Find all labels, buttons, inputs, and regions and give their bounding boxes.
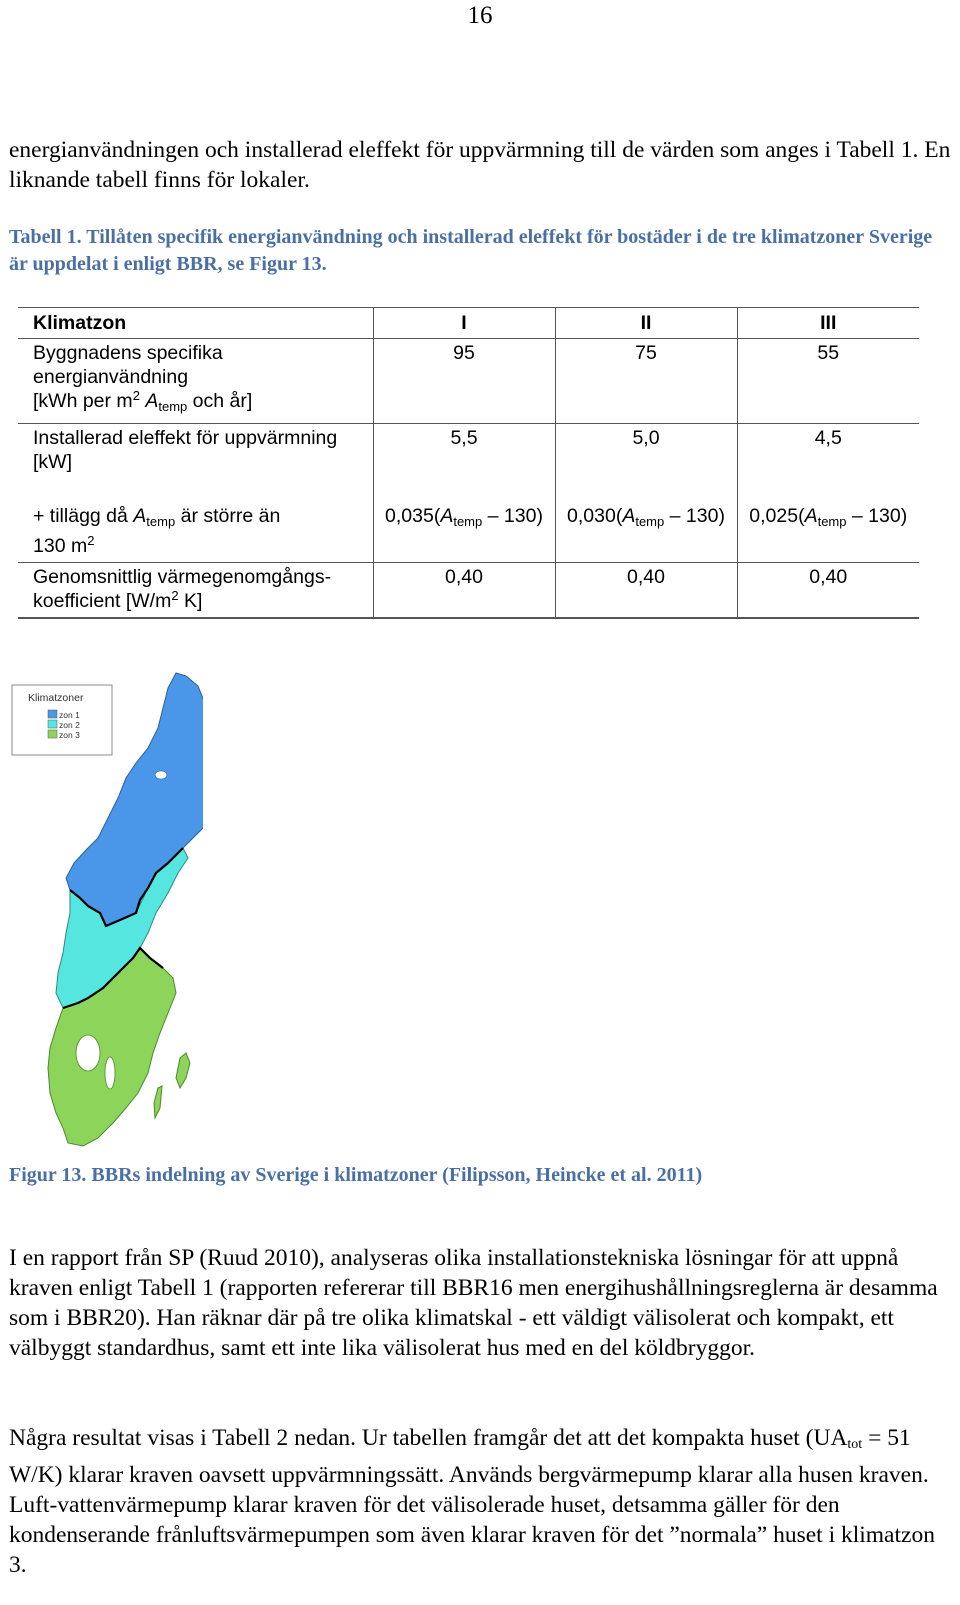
legend-label-zone-2: zon 2 bbox=[59, 720, 80, 730]
table-header-row bbox=[18, 308, 919, 339]
page-number: 16 bbox=[467, 2, 493, 29]
header-zone-2: II bbox=[555, 308, 737, 339]
sweden-climate-zone-map bbox=[8, 668, 203, 1153]
cell-u-value-zone-3: 0,40 bbox=[737, 562, 919, 618]
table-row-energy bbox=[18, 339, 919, 424]
map-legend bbox=[12, 685, 112, 755]
table-row-power bbox=[18, 424, 919, 502]
cell-power-zone-3: 4,5 bbox=[737, 424, 919, 502]
legend-swatch-zone-3 bbox=[48, 730, 57, 738]
legend-label-zone-1: zon 1 bbox=[59, 710, 80, 720]
body-paragraph-2: Några resultat visas i Tabell 2 nedan. Ur tabellen framgår det att det kompakta huset ($UA_{tot} = 51$ W/K) klarar kraven oavsett uppvärmningssätt. Används bergvärmepump klarar alla husen kraven. Luft-vattenvärmepump klarar kraven för det välisolerade huset, detsamma gäller för den kondenserande frånluftsvärmepumpen som även klarar kraven för det ”normala” huset i klimatzon 3. bbox=[9, 1425, 935, 1578]
table-row-addition bbox=[18, 502, 919, 563]
legend-swatch-zone-1 bbox=[48, 710, 57, 718]
row-label-energy: Byggnadens specifika energianvändning [kWh per $m^2$ $A_{temp}$ och år] bbox=[33, 342, 253, 414]
cell-u-value-zone-1: 0,40 bbox=[373, 562, 555, 618]
legend-title: Klimatzoner bbox=[28, 692, 84, 704]
map-lake-vattern bbox=[105, 1057, 115, 1089]
legend-swatch-zone-2 bbox=[48, 720, 57, 728]
cell-u-value-zone-2: 0,40 bbox=[555, 562, 737, 618]
cell-energy-zone-2: 75 bbox=[555, 339, 737, 424]
row-label-power: Installerad eleffekt för uppvärmning [kW] bbox=[33, 427, 338, 473]
cell-addition-zone-3: $0,025(A_{temp} - 130)$ bbox=[737, 502, 919, 563]
table-row-u-value bbox=[18, 562, 919, 618]
legend-label-zone-3: zon 3 bbox=[59, 730, 80, 740]
map-lake-north bbox=[155, 771, 167, 779]
cell-power-zone-1: 5,5 bbox=[373, 424, 555, 502]
cell-addition-zone-1: $0,035(A_{temp} - 130)$ bbox=[373, 502, 555, 563]
figure-caption: Figur 13. BBRs indelning av Sverige i klimatzoner (Filipsson, Heincke et al. 2011) bbox=[9, 1164, 703, 1186]
map-lake-vanern bbox=[76, 1035, 100, 1071]
cell-addition-zone-2: $0,030(A_{temp} - 130)$ bbox=[555, 502, 737, 563]
intro-paragraph: energianvändningen och installerad eleffekt för uppvärmning till de värden som anges i Tabell 1. En liknande tabell finns för lokaler. bbox=[9, 137, 951, 193]
cell-energy-zone-3: 55 bbox=[737, 339, 919, 424]
climate-zone-table bbox=[18, 307, 919, 619]
table-caption: Tabell 1. Tillåten specifik energianvändning och installerad eleffekt för bostäder i de tre klimatzoner Sverige är uppdelat i enligt BBR, se Figur 13. bbox=[9, 226, 933, 275]
cell-energy-zone-1: 95 bbox=[373, 339, 555, 424]
cell-power-zone-2: 5,0 bbox=[555, 424, 737, 502]
body-paragraph-1: I en rapport från SP (Ruud 2010), analyseras olika installationstekniska lösningar för att uppnå kraven enligt Tabell 1 (rapporten refererar till BBR16 men energihushållningsreglerna är desamma som i BBR20). Han räknar där på tre olika klimatskal - ett väldigt välisolerat och kompakt, ett välbyggt standardhus, samt ett inte lika välisolerat hus med en del köldbryggor. bbox=[9, 1245, 938, 1361]
header-zone-3: III bbox=[737, 308, 919, 339]
map-island-gotland bbox=[176, 1053, 190, 1088]
header-zone-1: I bbox=[373, 308, 555, 339]
map-island-oland bbox=[154, 1086, 162, 1118]
row-label-addition: + tillägg då $A_{temp}$ är större än 130 $m^2$ bbox=[33, 504, 281, 557]
header-climate-zone: Klimatzon bbox=[33, 312, 127, 334]
row-label-u-value: Genomsnittlig värmegenomgångs- koefficient [$W/m^2$ K] bbox=[33, 565, 332, 612]
